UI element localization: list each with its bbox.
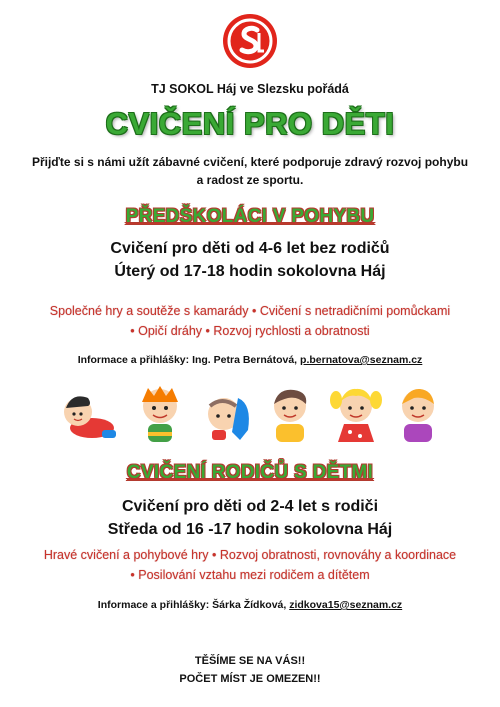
- activity-item: Hravé cvičení a pohybové hry: [43, 548, 209, 562]
- main-title: CVIČENÍ PRO DĚTI: [105, 106, 395, 141]
- section2-line-1: Cvičení pro děti od 2-4 let s rodiči: [121, 498, 379, 515]
- email-link[interactable]: zidkova15@seznam.cz: [289, 599, 403, 611]
- email-link[interactable]: p.bernatova@seznam.cz: [300, 354, 423, 366]
- bullet-icon: •: [212, 548, 220, 562]
- section1-activities: [40, 301, 460, 341]
- activity-item: Opičí dráhy: [138, 324, 203, 338]
- section2-title: CVIČENÍ RODIČŮ S DĚTMI: [126, 462, 374, 483]
- activity-item: Posilování vztahu mezi rodičem a dítětem: [138, 568, 370, 582]
- intro-line-1: Přijďte si s námi užít zábavné cvičení, které podporuje zdravý rozvoj pohybu: [31, 155, 469, 169]
- info-label: Informace a přihlášky: Ing. Petra Bernátová,: [77, 354, 298, 366]
- section2-info: [0, 599, 500, 611]
- kids-illustration-icon: [62, 384, 442, 446]
- activity-item: Společné hry a soutěže s kamarády: [49, 304, 249, 318]
- closing-line-2: POČET MÍST JE OMEZEN!!: [179, 673, 321, 685]
- bullet-icon: •: [130, 568, 139, 582]
- activity-item: Rozvoj obratnosti, rovnováhy a koordinace: [219, 548, 457, 562]
- bullet-icon: •: [251, 304, 260, 318]
- closing-line-1: TĚŠÍME SE NA VÁS!!: [194, 655, 306, 667]
- intro-line-2: a radost ze sportu.: [196, 173, 304, 187]
- info-label: Informace a přihlášky: Šárka Žídková,: [97, 599, 287, 611]
- section1-line-1: Cvičení pro děti od 4-6 let bez rodičů: [110, 240, 390, 257]
- section1-line-2: Úterý od 17-18 hodin sokolovna Háj: [114, 263, 386, 280]
- bullet-icon: •: [130, 324, 139, 338]
- organizer-text: TJ SOKOL Háj ve Slezsku pořádá: [151, 82, 349, 96]
- section1-info: [0, 354, 500, 366]
- closing-text: [0, 652, 500, 688]
- sokol-logo-icon: [222, 13, 278, 69]
- intro-text: [30, 153, 470, 189]
- section2-line-2: Středa od 16 -17 hodin sokolovna Háj: [107, 521, 393, 538]
- activity-item: Rozvoj rychlosti a obratnosti: [213, 324, 370, 338]
- section2-activities: [40, 545, 460, 585]
- section1-title: PŘEDŠKOLÁCI V POHYBU: [125, 206, 375, 227]
- bullet-icon: •: [205, 324, 214, 338]
- activity-item: Cvičení s netradičními pomůckami: [259, 304, 451, 318]
